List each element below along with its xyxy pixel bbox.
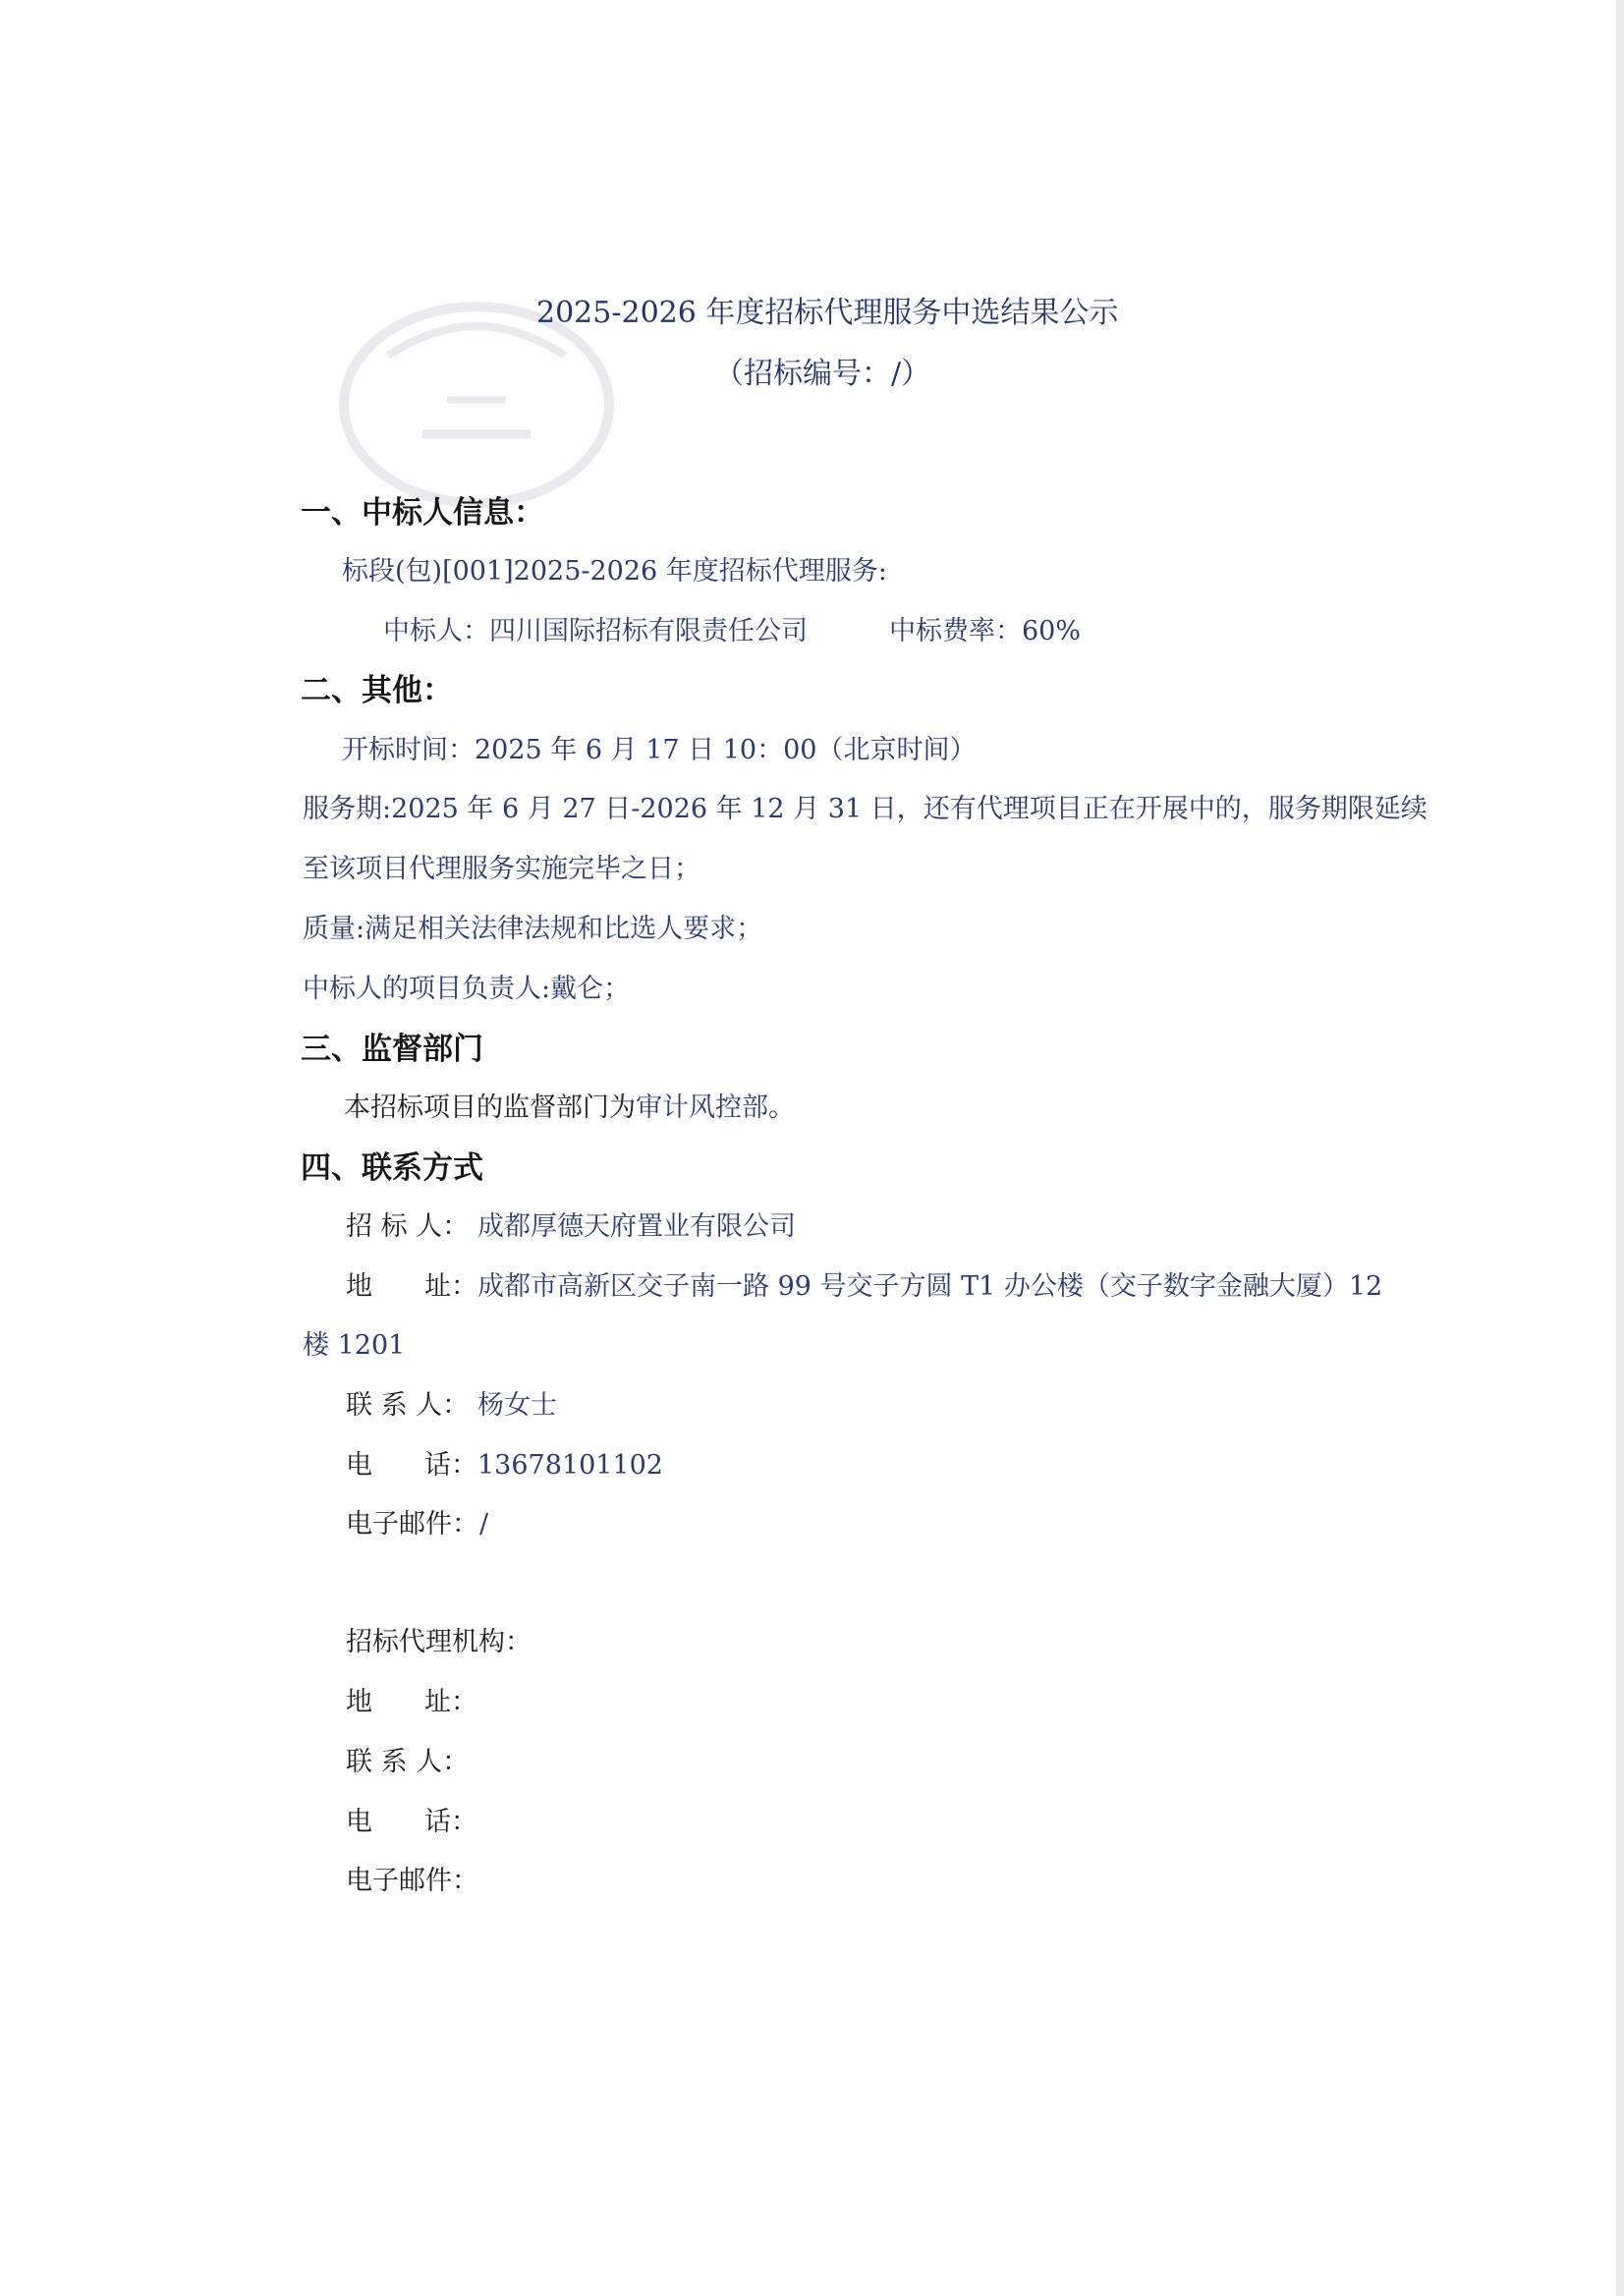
email-value: / [479,1509,489,1540]
package-line: 标段(包)[001]2025-2026 年度招标代理服务: [342,556,887,587]
supervision-text [344,1092,795,1125]
quality-line: 质量:满足相关法律法规和比选人要求； [303,914,763,944]
scan-edge-shadow [1616,0,1624,2296]
section-heading-winner-info: 一、中标人信息： [301,495,544,531]
contact-person-label: 联 系 人： [346,1390,470,1421]
address-value-line-2: 楼 1201 [303,1330,406,1361]
supervision-text-prefix: 本招标项目的监督部门为 [344,1092,636,1123]
winner-line: 中标人：四川国际招标有限责任公司 [383,616,808,646]
phone-label-char-1: 电 [346,1450,372,1481]
agency-address-label-char-1: 地 [346,1687,372,1717]
agency-org-label: 招标代理机构： [346,1627,532,1657]
contact-person-value: 杨女士 [477,1390,557,1421]
document-title: 2025-2026 年度招标代理服务中选结果公示 [536,296,1119,330]
service-period-line-1: 服务期:2025 年 6 月 27 日-2026 年 12 月 31 日，还有代理项目正在开展中的，服务期限延续 [303,794,1428,824]
email-label: 电子邮件： [346,1509,478,1540]
service-period-line-2: 至该项目代理服务实施完毕之日； [303,854,700,884]
address-label-char-2: 址： [424,1271,477,1302]
section-heading-other: 二、其他： [301,673,453,708]
bid-opening-time: 开标时间：2025 年 6 月 17 日 10：00（北京时间） [342,735,977,765]
section-heading-contact: 四、联系方式 [301,1150,483,1186]
document-subtitle: （招标编号：/） [714,357,931,391]
project-manager-line: 中标人的项目负责人:戴仑； [303,974,631,1004]
agency-phone-label-char-2: 话： [424,1807,477,1837]
tenderer-label: 招 标 人： [346,1211,470,1242]
supervision-text-suffix: 。 [768,1092,795,1123]
address-value-line-1: 成都市高新区交子南一路 99 号交子方圆 T1 办公楼（交子数字金融大厦）12 [477,1271,1383,1302]
phone-value: 13678101102 [477,1450,663,1481]
rate-line: 中标费率：60% [889,616,1082,646]
address-label-char-1: 地 [346,1271,372,1302]
agency-address-label-char-2: 址： [424,1687,477,1717]
agency-phone-label-char-1: 电 [346,1807,372,1837]
tenderer-value: 成都厚德天府置业有限公司 [477,1211,796,1242]
agency-email-label: 电子邮件： [346,1866,478,1896]
agency-contact-label: 联 系 人： [346,1747,470,1777]
phone-label-char-2: 话： [424,1450,477,1481]
supervision-department: 审计风控部 [636,1092,768,1123]
section-heading-supervision: 三、监督部门 [301,1032,483,1067]
